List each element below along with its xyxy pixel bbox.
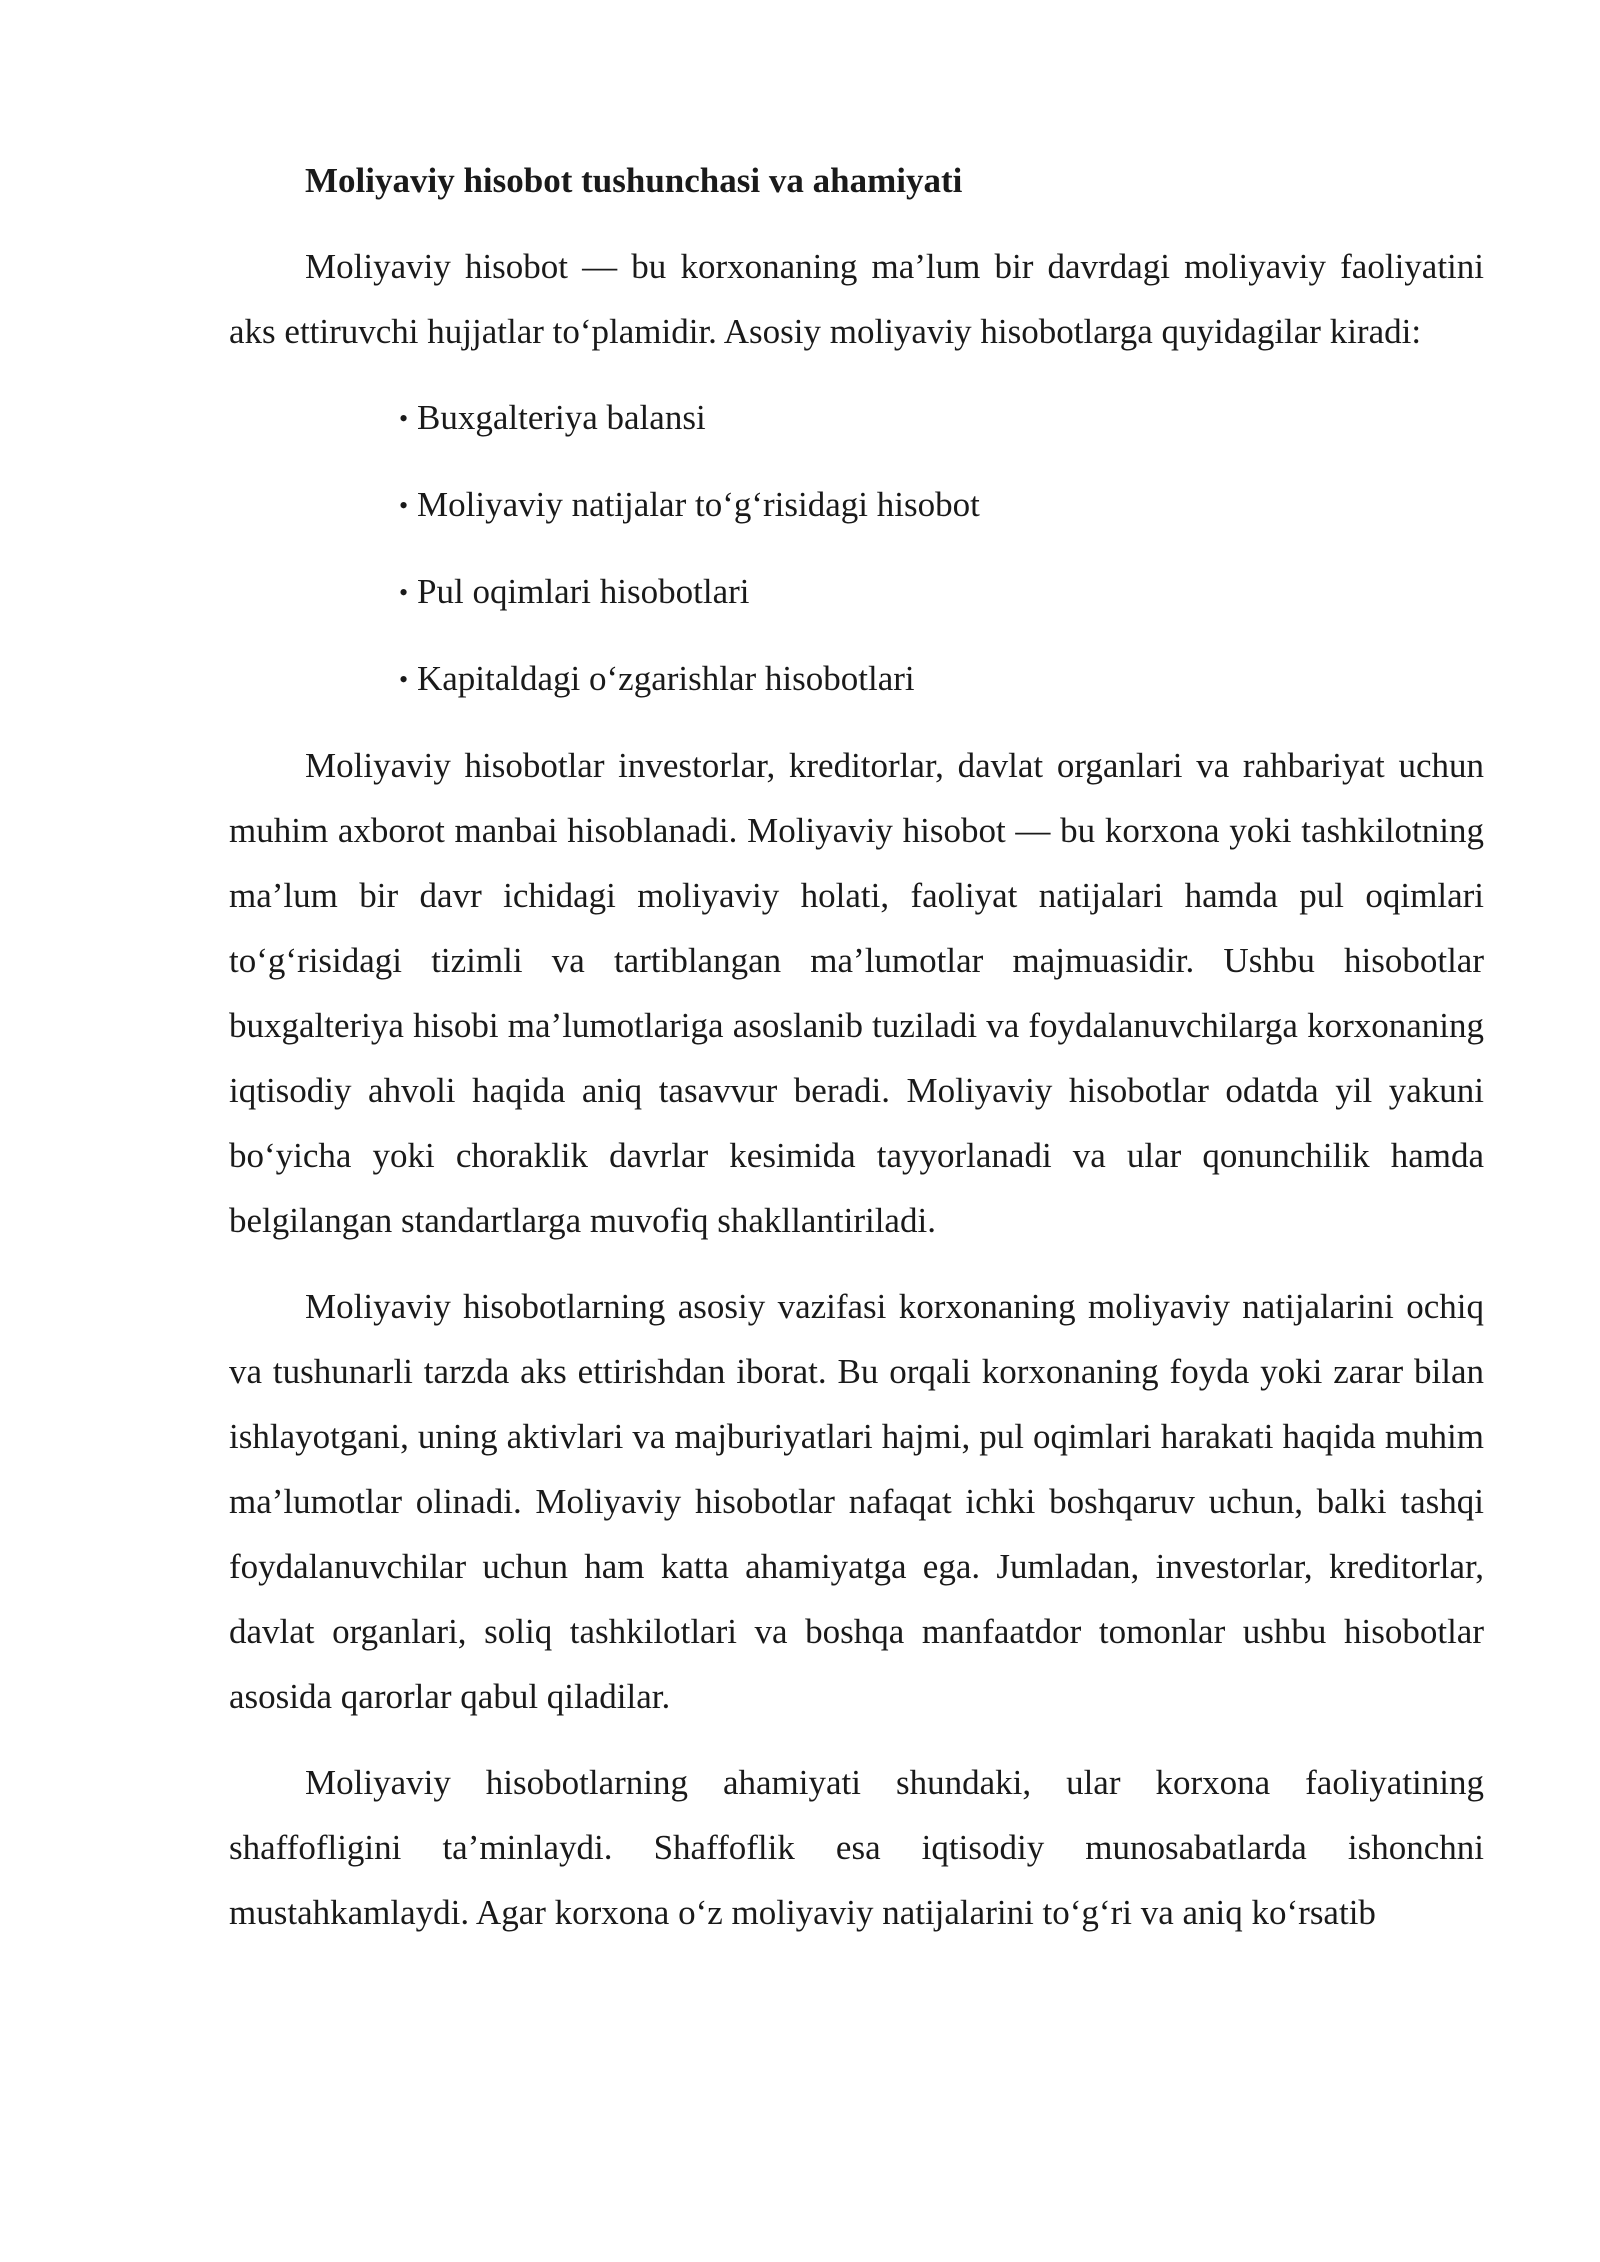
list-item-text: Kapitaldagi o‘zgarishlar hisobotlari (417, 659, 915, 698)
document-body (229, 148, 1484, 1966)
section-heading: Moliyaviy hisobot tushunchasi va ahamiyati (305, 161, 963, 200)
list-item-text: Buxgalteriya balansi (417, 398, 706, 437)
intro-paragraph: Moliyaviy hisobot — bu korxonaning ma’lum bir davrdagi moliyaviy faoliyatini aks ettiruvchi hujjatlar to‘plamidir. Asosiy moliyaviy hisobotlarga quyidagilar kiradi: (229, 247, 1484, 351)
body-paragraph: Moliyaviy hisobotlarning ahamiyati shundaki, ular korxona faoliyatining shaffofligini ta’minlaydi. Shaffoflik esa iqtisodiy munosabatlarda ishonchni mustahkamlaydi. Agar korxona o‘z moliyaviy natijalarini to‘g‘ri va aniq ko‘rsatib (229, 1763, 1484, 1932)
report-types-list (229, 385, 1484, 712)
list-item (399, 472, 1484, 538)
list-item (399, 646, 1484, 712)
bullet-icon: • (399, 665, 409, 694)
list-item (399, 385, 1484, 451)
list-item-text: Pul oqimlari hisobotlari (417, 572, 750, 611)
bullet-icon: • (399, 578, 409, 607)
bullet-icon: • (399, 404, 409, 433)
body-paragraph: Moliyaviy hisobotlar investorlar, kreditorlar, davlat organlari va rahbariyat uchun muhim axborot manbai hisoblanadi. Moliyaviy hisobot — bu korxona yoki tashkilotning ma’lum bir davr ichidagi moliyaviy holati, faoliyat natijalari hamda pul oqimlari to‘g‘risidagi tizimli va tartiblangan ma’lumotlar majmuasidir. Ushbu hisobotlar buxgalteriya hisobi ma’lumotlariga asoslanib tuziladi va foydalanuvchilarga korxonaning iqtisodiy ahvoli haqida aniq tasavvur beradi. Moliyaviy hisobotlar odatda yil yakuni bo‘yicha yoki choraklik davrlar kesimida tayyorlanadi va ular qonunchilik hamda belgilangan standartlarga muvofiq shakllantiriladi. (229, 746, 1484, 1240)
list-item-text: Moliyaviy natijalar to‘g‘risidagi hisobot (417, 485, 980, 524)
body-paragraph: Moliyaviy hisobotlarning asosiy vazifasi korxonaning moliyaviy natijalarini ochiq va tushunarli tarzda aks ettirishdan iborat. Bu orqali korxonaning foyda yoki zarar bilan ishlayotgani, uning aktivlari va majburiyatlari hajmi, pul oqimlari harakati haqida muhim ma’lumotlar olinadi. Moliyaviy hisobotlar nafaqat ichki boshqaruv uchun, balki tashqi foydalanuvchilar uchun ham katta ahamiyatga ega. Jumladan, investorlar, kreditorlar, davlat organlari, soliq tashkilotlari va boshqa manfaatdor tomonlar ushbu hisobotlar asosida qarorlar qabul qiladilar. (229, 1287, 1484, 1716)
bullet-icon: • (399, 491, 409, 520)
list-item (399, 559, 1484, 625)
